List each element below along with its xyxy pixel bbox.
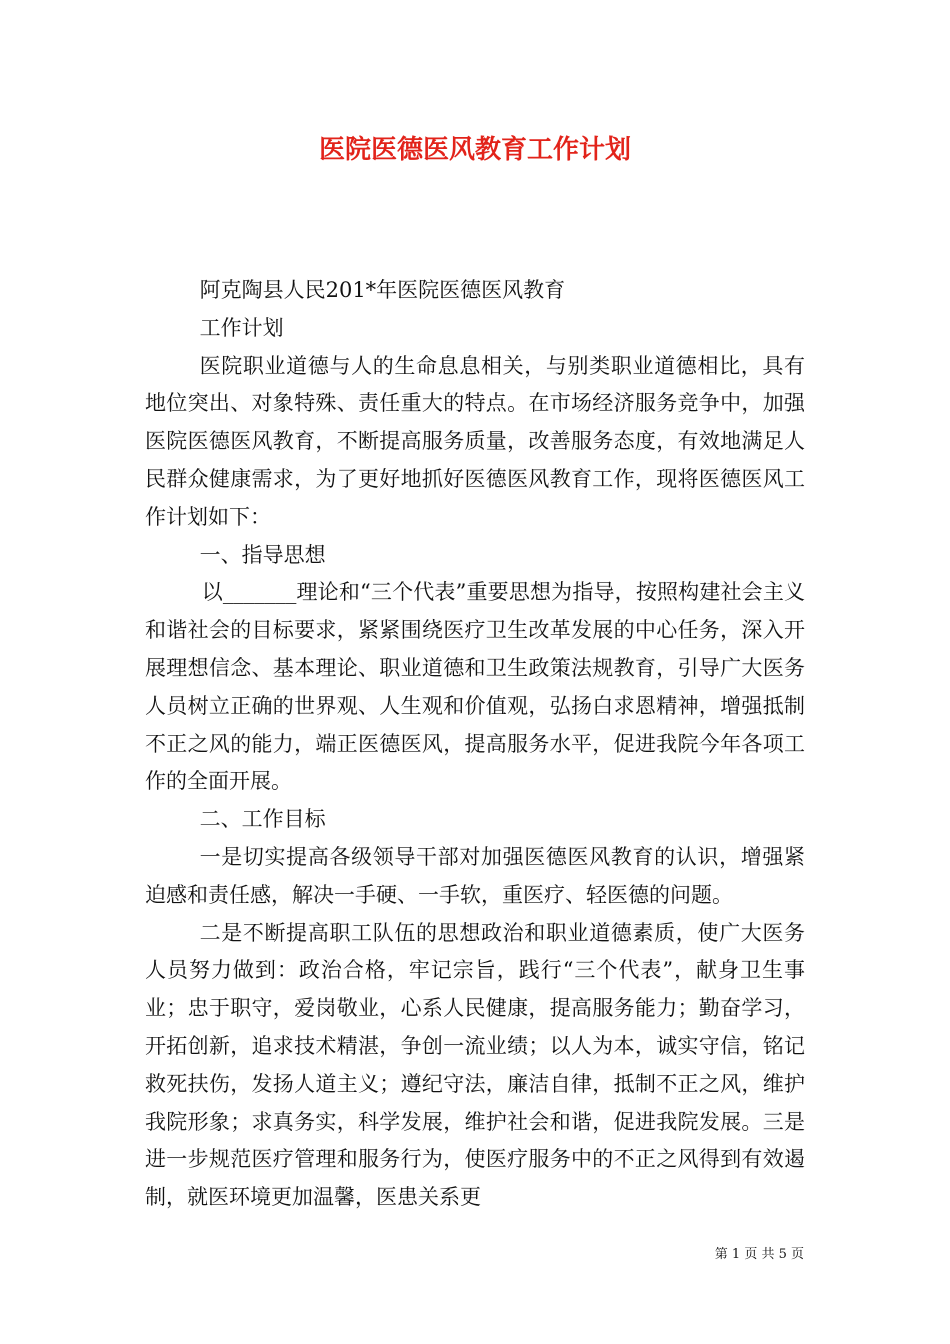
- paragraph-heading-line-1: 阿克陶县人民201*年医院医德医风教育: [199, 278, 566, 302]
- section-heading-guiding-ideology: 一、指导思想: [199, 542, 326, 567]
- paragraph-goal-two: 二是不断提高职工队伍的思想政治和职业道德素质，使广大医务人员努力做到：政治合格，牢记宗旨，践行“三个代表”，献身卫生事业；忠于职守，爱岗敬业，心系人民健康，提高服务能力；勤奋学习，开拓创新，追求技术精湛，争创一流业绩；以人为本，诚实守信，铭记救死扶伤，发扬人道主义；遵纪守法，廉洁自律，抵制不正之风，维护我院形象；求真务实，科学发展，维护社会和谐，促进我院发展。三是进一步规范医疗管理和服务行为，使医疗服务中的不正之风得到有效遏制，就医环境更加温馨，医患关系更: [145, 920, 805, 1210]
- paragraph-goal-one: 一是切实提高各级领导干部对加强医德医风教育的认识，增强紧迫感和责任感，解决一手硬、一手软，重医疗、轻医德的问题。: [145, 844, 805, 907]
- document-title: 医院医德医风教育工作计划: [318, 135, 631, 165]
- document-body: [145, 272, 805, 1217]
- section-heading-work-goals: 二、工作目标: [199, 807, 326, 832]
- paragraph-heading-line-2: 工作计划: [199, 315, 284, 340]
- page-number-footer: 第 1 页 共 5 页: [714, 1247, 804, 1262]
- paragraph-guiding-ideology: 以_______理论和“三个代表”重要思想为指导，按照构建社会主义和谐社会的目标要求，紧紧围绕医疗卫生改革发展的中心任务，深入开展理想信念、基本理论、职业道德和卫生政策法规教育，引导广大医务人员树立正确的世界观、人生观和价值观，弘扬白求恩精神，增强抵制不正之风的能力，端正医德医风，提高服务水平，促进我院今年各项工作的全面开展。: [145, 580, 805, 794]
- paragraph-intro: 医院职业道德与人的生命息息相关，与别类职业道德相比，具有地位突出、对象特殊、责任重大的特点。在市场经济服务竞争中，加强医院医德医风教育，不断提高服务质量，改善服务态度，有效地满足人民群众健康需求，为了更好地抓好医德医风教育工作，现将医德医风工作计划如下：: [145, 353, 805, 529]
